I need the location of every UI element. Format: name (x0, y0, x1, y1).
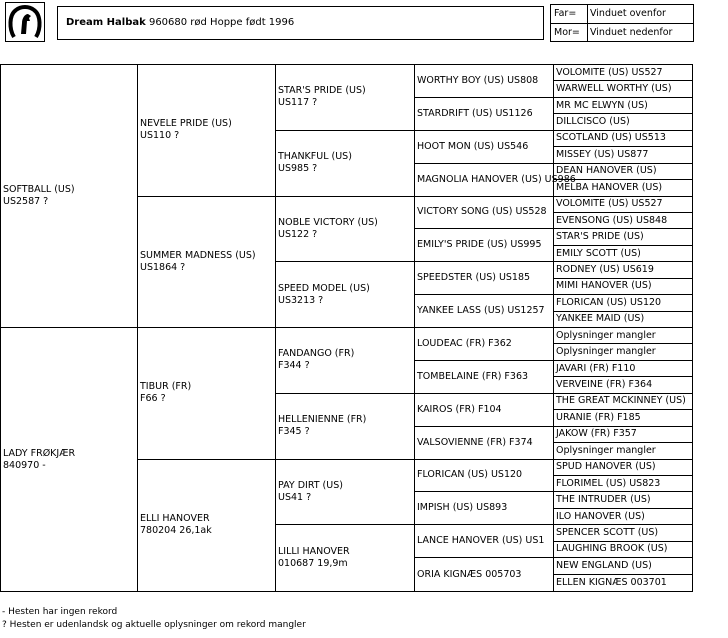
pedigree-cell-gen4 (415, 262, 554, 295)
horse-entry: VOLOMITE (US) US527 (556, 198, 663, 210)
pedigree-cell-gen1 (1, 65, 138, 328)
pedigree-cell-gen3 (276, 131, 415, 197)
pedigree-cell-gen5 (554, 575, 692, 591)
pedigree-cell-gen5 (554, 65, 692, 81)
pedigree-cell-gen5 (554, 492, 692, 508)
legend-far-row (551, 5, 693, 24)
horse-name: Dream Halbak (66, 17, 146, 28)
horse-entry: EVENSONG (US) US848 (556, 214, 668, 226)
pedigree-cell-gen5 (554, 180, 692, 196)
horse-entry: FLORICAN (US) US120 (556, 296, 662, 308)
pedigree-cell-gen5 (554, 114, 692, 130)
pedigree-cell-gen4 (415, 558, 554, 591)
horse-entry: PAY DIRT (US) US41 ? (278, 479, 343, 503)
pedigree-cell-gen5 (554, 427, 692, 443)
horse-entry: THE GREAT MCKINNEY (US) (556, 395, 686, 407)
footnote-no-record: - Hesten har ingen rekord (2, 607, 118, 617)
horse-entry: YANKEE LASS (US) US1257 (417, 305, 545, 317)
logo (5, 2, 45, 42)
pedigree-cell-gen5 (554, 443, 692, 459)
horse-entry: THE INTRUDER (US) (556, 494, 651, 506)
horse-entry: STAR'S PRIDE (US) (556, 231, 644, 243)
horse-entry: TOMBELAINE (FR) F363 (417, 370, 529, 382)
pedigree-cell-gen4 (415, 328, 554, 361)
horse-entry: LANCE HANOVER (US) US1 (417, 535, 545, 547)
pedigree-cell-gen2 (138, 65, 276, 197)
horse-entry: MIMI HANOVER (US) (556, 280, 652, 292)
pedigree-cell-gen5 (554, 98, 692, 114)
horse-entry: SPEEDSTER (US) US185 (417, 272, 531, 284)
pedigree-cell-gen5 (554, 377, 692, 393)
horse-details: 960680 rød Hoppe født 1996 (148, 17, 295, 28)
horse-entry: RODNEY (US) US619 (556, 263, 654, 275)
pedigree-cell-gen5 (554, 394, 692, 410)
pedigree-cell-gen4 (415, 394, 554, 427)
horse-entry: ELLEN KIGNÆS 003701 (556, 576, 667, 588)
horse-entry: KAIROS (FR) F104 (417, 403, 502, 415)
legend-box (550, 4, 694, 42)
pedigree-cell-gen4 (415, 427, 554, 460)
horse-entry: LOUDEAC (FR) F362 (417, 337, 512, 349)
horse-entry: NOBLE VICTORY (US) US122 ? (278, 216, 378, 240)
pedigree-cell-gen4 (415, 525, 554, 558)
horse-entry: HOOT MON (US) US546 (417, 140, 529, 152)
pedigree-cell-gen3 (276, 328, 415, 394)
legend-far-value: Vinduet ovenfor (587, 5, 693, 23)
pedigree-cell-gen4 (415, 361, 554, 394)
horse-entry: EMILY'S PRIDE (US) US995 (417, 239, 542, 251)
horse-entry: DILLCISCO (US) (556, 116, 630, 128)
pedigree-cell-gen5 (554, 328, 692, 344)
horse-entry: SPUD HANOVER (US) (556, 461, 656, 473)
horse-entry: LADY FRØKJÆR 840970 - (3, 447, 76, 471)
pedigree-cell-gen5 (554, 229, 692, 245)
horse-entry: THANKFUL (US) US985 ? (278, 151, 352, 175)
horse-entry: NEVELE PRIDE (US) US110 ? (140, 118, 232, 142)
pedigree-cell-gen4 (415, 229, 554, 262)
pedigree-cell-gen3 (276, 65, 415, 131)
horse-entry: FLORIMEL (US) US823 (556, 477, 661, 489)
horse-entry: NEW ENGLAND (US) (556, 559, 652, 571)
horse-entry: JAVARI (FR) F110 (556, 362, 636, 374)
horse-title (57, 6, 544, 40)
pedigree-cell-gen5 (554, 460, 692, 476)
pedigree-cell-gen2 (138, 460, 276, 592)
pedigree-cell-gen5 (554, 410, 692, 426)
pedigree-cell-gen5 (554, 312, 692, 328)
horse-entry: VOLOMITE (US) US527 (556, 66, 663, 78)
horse-entry: VALSOVIENNE (FR) F374 (417, 436, 533, 448)
horse-entry: EMILY SCOTT (US) (556, 247, 641, 259)
pedigree-cell-gen1 (1, 328, 138, 591)
pedigree-cell-gen5 (554, 164, 692, 180)
horse-entry: SUMMER MADNESS (US) US1864 ? (140, 249, 256, 273)
horse-entry: FANDANGO (FR) F344 ? (278, 348, 355, 372)
pedigree-cell-gen5 (554, 542, 692, 558)
horse-entry: JAKOW (FR) F357 (556, 428, 637, 440)
legend-mor-key: Mor= (554, 27, 580, 38)
pedigree-cell-gen5 (554, 295, 692, 311)
pedigree-table (0, 64, 693, 592)
horse-entry: FLORICAN (US) US120 (417, 469, 523, 481)
horse-entry: VERVEINE (FR) F364 (556, 379, 653, 391)
horse-entry: Oplysninger mangler (556, 444, 656, 456)
horse-entry: HELLENIENNE (FR) F345 ? (278, 414, 367, 438)
horse-entry: SCOTLAND (US) US513 (556, 132, 666, 144)
legend-mor-row (551, 24, 693, 42)
horse-entry: STARDRIFT (US) US1126 (417, 107, 533, 119)
pedigree-cell-gen4 (415, 197, 554, 230)
pedigree-cell-gen4 (415, 65, 554, 98)
horse-entry: TIBUR (FR) F66 ? (140, 381, 192, 405)
pedigree-cell-gen4 (415, 98, 554, 131)
pedigree-cell-gen5 (554, 131, 692, 147)
pedigree-cell-gen5 (554, 279, 692, 295)
pedigree-cell-gen2 (138, 197, 276, 329)
horse-entry: SOFTBALL (US) US2587 ? (3, 184, 75, 207)
pedigree-cell-gen4 (415, 131, 554, 164)
pedigree-cell-gen4 (415, 295, 554, 328)
pedigree-cell-gen3 (276, 525, 415, 591)
horse-entry: DEAN HANOVER (US) (556, 165, 657, 177)
horse-entry: URANIE (FR) F185 (556, 411, 641, 423)
horse-entry: MISSEY (US) US877 (556, 148, 649, 160)
pedigree-cell-gen5 (554, 525, 692, 541)
pedigree-cell-gen4 (415, 460, 554, 493)
pedigree-cell-gen4 (415, 164, 576, 197)
pedigree-cell-gen5 (554, 558, 692, 574)
footnote-foreign: ? Hesten er udenlandsk og aktuelle oplysninger om rekord mangler (2, 620, 306, 630)
pedigree-cell-gen3 (276, 262, 415, 328)
horse-entry: MR MC ELWYN (US) (556, 99, 648, 111)
pedigree-cell-gen5 (554, 213, 692, 229)
pedigree-cell-gen5 (554, 344, 692, 360)
horse-entry: VICTORY SONG (US) US528 (417, 206, 547, 218)
pedigree-cell-gen5 (554, 81, 692, 97)
horse-entry: ORIA KIGNÆS 005703 (417, 568, 522, 580)
horse-entry: SPEED MODEL (US) US3213 ? (278, 282, 370, 306)
pedigree-cell-gen5 (554, 197, 692, 213)
horseshoe-icon (6, 3, 44, 41)
pedigree-cell-gen5 (554, 476, 692, 492)
horse-entry: ELLI HANOVER 780204 26,1ak (140, 513, 212, 537)
pedigree-cell-gen3 (276, 394, 415, 460)
pedigree-cell-gen5 (554, 262, 692, 278)
legend-far-key: Far= (554, 8, 577, 19)
horse-entry: LILLI HANOVER 010687 19,9m (278, 546, 350, 570)
horse-entry: STAR'S PRIDE (US) US117 ? (278, 85, 366, 109)
horse-entry: Oplysninger mangler (556, 346, 656, 358)
pedigree-cell-gen5 (554, 509, 692, 525)
pedigree-cell-gen5 (554, 147, 692, 163)
horse-entry: LAUGHING BROOK (US) (556, 543, 668, 555)
pedigree-cell-gen3 (276, 460, 415, 526)
horse-entry: IMPISH (US) US893 (417, 502, 508, 514)
legend-mor-value: Vinduet nedenfor (587, 24, 693, 42)
horse-entry: MELBA HANOVER (US) (556, 181, 663, 193)
pedigree-cell-gen5 (554, 361, 692, 377)
horse-entry: WARWELL WORTHY (US) (556, 83, 672, 95)
horse-entry: SPENCER SCOTT (US) (556, 526, 659, 538)
horse-entry: Oplysninger mangler (556, 329, 656, 341)
horse-entry: ILO HANOVER (US) (556, 510, 645, 522)
horse-entry: YANKEE MAID (US) (556, 313, 645, 325)
pedigree-cell-gen5 (554, 246, 692, 262)
pedigree-cell-gen3 (276, 197, 415, 263)
horse-entry: MAGNOLIA HANOVER (US) US986 (417, 173, 576, 185)
pedigree-cell-gen2 (138, 328, 276, 460)
horse-entry: WORTHY BOY (US) US808 (417, 74, 539, 86)
pedigree-cell-gen4 (415, 492, 554, 525)
